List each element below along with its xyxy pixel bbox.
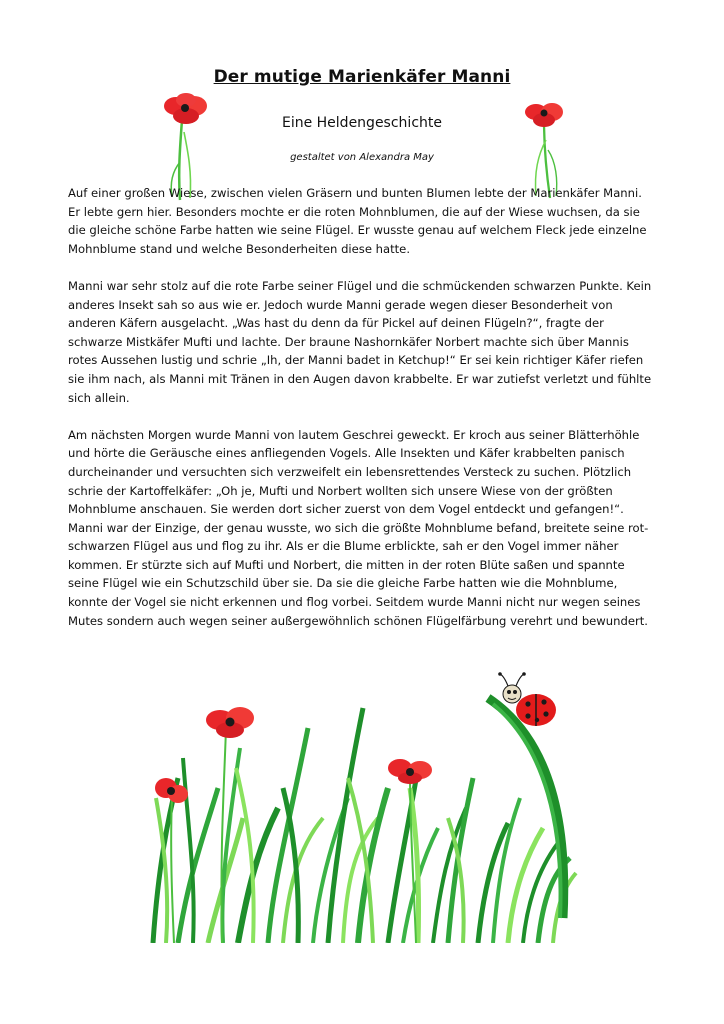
story-paragraph: Auf einer großen Wiese, zwischen vielen Gräsern und bunten Blumen lebte der Marienkäfer Manni. Er lebte gern hier. Besonders mochte er die roten Mohnblumen, die auf der Wiese wuchsen, da sie die gleiche schöne Farbe hatten wie seine Flügel. Er wusste genau auf welchem Fleck jede einzelne Mohnblume stand und welche Besonderheiten diese hatte. [68,186,647,256]
story-paragraph: Manni war sehr stolz auf die rote Farbe seiner Flügel und die schmückenden schwarzen Punkte. Kein anderes Insekt sah so aus wie er. Jedoch wurde Manni gerade wegen dieser Besonderheit von anderen Käfern ausgelacht. „Was hast du denn da für Pickel auf deinen Flügeln?“, fragte der schwarze Mistkäfer Mufti und lachte. Der braune Nashornkäfer Norbert machte sich über Mannis rotes Aussehen lustig und schrie „Ih, der Manni badet in Ketchup!“ Er sei kein richtiger Käfer riefen sie ihm nach, als Manni mit Tränen in den Augen davon krabbelte. Er war zutiefst verletzt und fühlte sich allein. [68,278,652,405]
story-paragraph: Am nächsten Morgen wurde Manni von lautem Geschrei geweckt. Er kroch aus seiner Blätterhöhle und hörte die Geräusche eines anfliegenden Vogels. Alle Insekten und Käfer krabbelten panisch durcheinander und versuchten sich verzweifelt ein lebensrettendes Versteck zu suchen. Plötzlich schrie der Kartoffelkäfer: „Oh je, Mufti und Norbert wollten sich unsere Wiese von der größten Mohnblume anschauen. Sie werden dort sicher zuerst von dem Vogel entdeckt und gefangen!“. Manni war der Einzige, der genau wusste, wo sich die größte Mohnblume befand, breitete seine rot-schwarzen Flügel aus und flog zu ihr. Als er die Blume erblickte, sah er den Vogel immer näher kommen. Er stürzte sich auf Mufti und Norbert, die mitten in der roten Blüte saßen und spannte seine Flügel wie ein Schutzschild über sie. Da sie die gleiche Farbe hatten wie die Mohnblume, konnte der Vogel sie nicht erkennen und flog vorbei. Seitdem wurde Manni nicht nur wegen seines Mutes sondern auch wegen seiner außergewöhnlich schönen Flügelfärbung verehrt und bewundert. [68,427,649,628]
document-byline: gestaltet von Alexandra May [290,152,434,163]
grass-blades [153,698,576,943]
meadow-illustration [148,668,578,943]
document-subtitle: Eine Heldengeschichte [281,115,442,131]
story-body [68,184,656,649]
document-title: Der mutige Marienkäfer Manni [213,67,511,87]
